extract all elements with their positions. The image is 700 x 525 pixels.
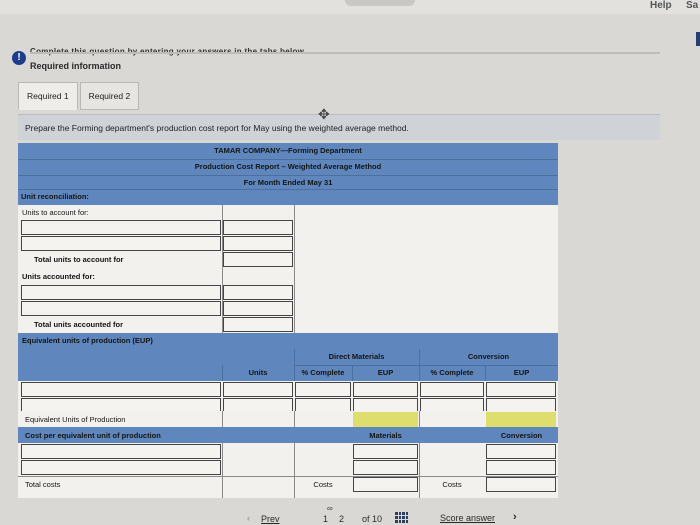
page-of-label: of 10 xyxy=(362,514,383,524)
alert-icon: ! xyxy=(12,51,26,65)
direct-materials-header: Direct Materials xyxy=(328,352,385,361)
save-link[interactable]: Sa xyxy=(686,0,699,11)
eup-row-1-conv-pct[interactable] xyxy=(420,382,484,397)
materials-costs-label: Costs xyxy=(313,480,333,489)
report-title-period: For Month Ended May 31 xyxy=(243,178,333,187)
prev-chevron-icon[interactable]: ‹ xyxy=(247,513,250,523)
total-costs-conversion[interactable] xyxy=(486,477,556,492)
prev-link[interactable]: Prev xyxy=(261,514,280,524)
conv-pct-complete-header: % Complete xyxy=(430,368,474,377)
prompt-bar xyxy=(18,114,660,140)
link-icon: ∞ xyxy=(327,504,333,513)
report-title-method: Production Cost Report – Weighted Average Method xyxy=(194,162,382,171)
equivalent-units-label: Equivalent Units of Production xyxy=(25,415,126,424)
units-accounted-row-2-desc[interactable] xyxy=(21,301,221,316)
conversion-col-header: Conversion xyxy=(500,431,543,440)
eup-row-1-dm-eup[interactable] xyxy=(353,382,418,397)
help-link[interactable]: Help xyxy=(650,0,672,11)
report-title-company: TAMAR COMPANY—Forming Department xyxy=(214,146,362,155)
tab-required-1[interactable]: Required 1 xyxy=(18,82,78,110)
total-units-accounted-label: Total units accounted for xyxy=(34,320,124,329)
instruction-divider xyxy=(30,52,660,54)
cost-row-1-desc[interactable] xyxy=(21,444,221,459)
side-tab[interactable] xyxy=(696,32,700,46)
materials-col-header: Materials xyxy=(369,431,402,440)
units-to-account-row-1-units[interactable] xyxy=(223,220,293,235)
conversion-header: Conversion xyxy=(467,352,510,361)
page-number-a[interactable]: 1 xyxy=(323,514,329,524)
eup-row-1-units[interactable] xyxy=(223,382,293,397)
units-col-header: Units xyxy=(248,368,268,377)
units-accounted-row-1-desc[interactable] xyxy=(21,285,221,300)
tab-required-2[interactable]: Required 2 xyxy=(80,82,140,110)
page-number-b[interactable]: 2 xyxy=(339,514,345,524)
total-costs-materials[interactable] xyxy=(353,477,418,492)
total-units-to-account-input[interactable] xyxy=(223,252,293,267)
cost-row-2-materials[interactable] xyxy=(353,460,418,475)
dm-equivalent-units-total[interactable] xyxy=(353,412,418,427)
score-answer-link[interactable]: Score answer xyxy=(440,513,496,523)
total-units-accounted-input[interactable] xyxy=(223,317,293,332)
cost-per-eu-label: Cost per equivalent unit of production xyxy=(25,431,161,440)
move-cursor-icon: ✥ xyxy=(318,106,330,122)
units-to-account-row-2-desc[interactable] xyxy=(21,236,221,251)
conversion-costs-label: Costs xyxy=(442,480,462,489)
cost-row-1-conversion[interactable] xyxy=(486,444,556,459)
total-costs-label: Total costs xyxy=(25,480,61,489)
next-chevron-icon[interactable]: › xyxy=(513,511,517,523)
tab-list xyxy=(18,82,139,110)
units-to-account-row-2-units[interactable] xyxy=(223,236,293,251)
units-accounted-row-1-units[interactable] xyxy=(223,285,293,300)
prompt-text: Prepare the Forming department's production cost report for May using the weighted average method. xyxy=(25,123,409,133)
conv-equivalent-units-total[interactable] xyxy=(486,412,556,427)
production-cost-report xyxy=(18,143,558,498)
eup-row-1-desc[interactable] xyxy=(21,382,221,397)
units-to-account-for-label: Units to account for: xyxy=(22,208,89,217)
cost-row-1-materials[interactable] xyxy=(353,444,418,459)
cost-row-2-conversion[interactable] xyxy=(486,460,556,475)
dm-eup-header: EUP xyxy=(377,368,394,377)
total-units-to-account-label: Total units to account for xyxy=(34,255,124,264)
conv-eup-header: EUP xyxy=(513,368,530,377)
eup-heading: Equivalent units of production (EUP) xyxy=(22,336,153,345)
eup-row-1-conv-eup[interactable] xyxy=(486,382,556,397)
grid-icon[interactable] xyxy=(395,512,408,523)
dm-pct-complete-header: % Complete xyxy=(301,368,345,377)
eup-row-1-dm-pct[interactable] xyxy=(295,382,351,397)
cost-row-2-desc[interactable] xyxy=(21,460,221,475)
units-accounted-for-label: Units accounted for: xyxy=(22,272,95,281)
units-accounted-row-2-units[interactable] xyxy=(223,301,293,316)
top-button-remnant[interactable] xyxy=(345,0,415,6)
units-to-account-row-1-desc[interactable] xyxy=(21,220,221,235)
unit-reconciliation-label: Unit reconciliation: xyxy=(21,192,89,201)
required-info-label: Required information xyxy=(30,61,122,71)
